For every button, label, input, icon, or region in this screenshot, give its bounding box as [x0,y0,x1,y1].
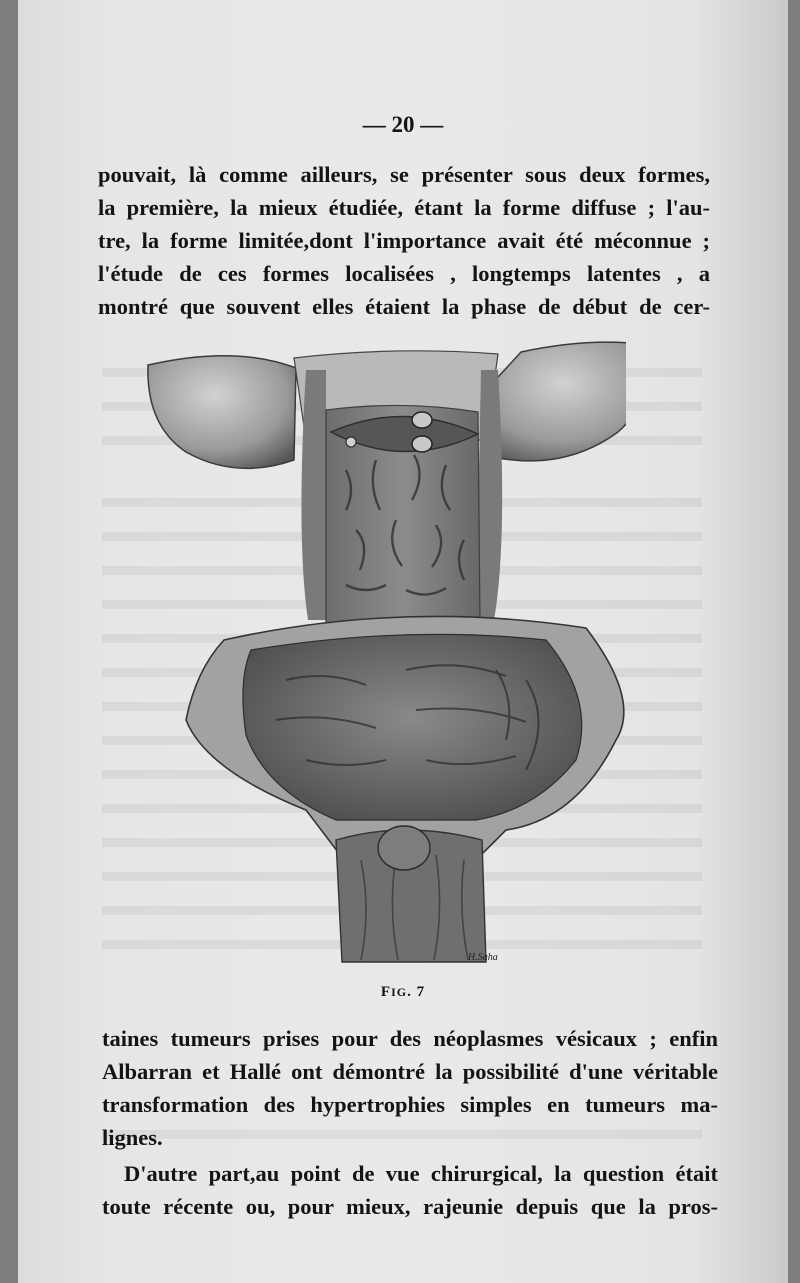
text-line: pouvait, là comme ailleurs, se présenter sous deux formes, [98,162,710,187]
lower-chamber-cavity [243,634,582,820]
anatomical-illustration [146,340,626,980]
paragraph-2 [102,1022,718,1154]
book-page [18,0,788,1283]
right-lobe [488,342,626,461]
orifice [412,412,432,428]
text-line: la première, la mieux étudiée, étant la forme diffuse ; l'au- [98,195,710,220]
page-number: — 20 — [362,112,444,137]
paragraph-1 [98,158,710,323]
text-line: lignes. [102,1125,163,1150]
text-line: montré que souvent elles étaient la phase de début de cer- [98,294,710,319]
text-line: transformation des hypertrophies simples en tumeurs ma- [102,1092,718,1117]
text-line: toute récente ou, pour mieux, rajeunie depuis que la pros- [102,1194,718,1219]
paragraph-3 [102,1157,718,1223]
text-line: Albarran et Hallé ont démontré la possibilité d'une véritable [102,1059,718,1084]
text-line: tre, la forme limitée,dont l'importance avait été méconnue ; [98,228,710,253]
lower-nodule [378,826,430,870]
figure-caption: FIG. 7 [380,984,426,1000]
text-line: l'étude de ces formes localisées , longtemps latentes , a [98,261,710,286]
artist-signature: H.Saha [468,952,498,963]
orifice [412,436,432,452]
canal-body [301,370,326,620]
text-line: taines tumeurs prises pour des néoplasmes vésicaux ; enfin [102,1026,718,1051]
left-lobe [148,356,296,469]
text-line: D'autre part,au point de vue chirurgical, la question était [124,1161,718,1186]
